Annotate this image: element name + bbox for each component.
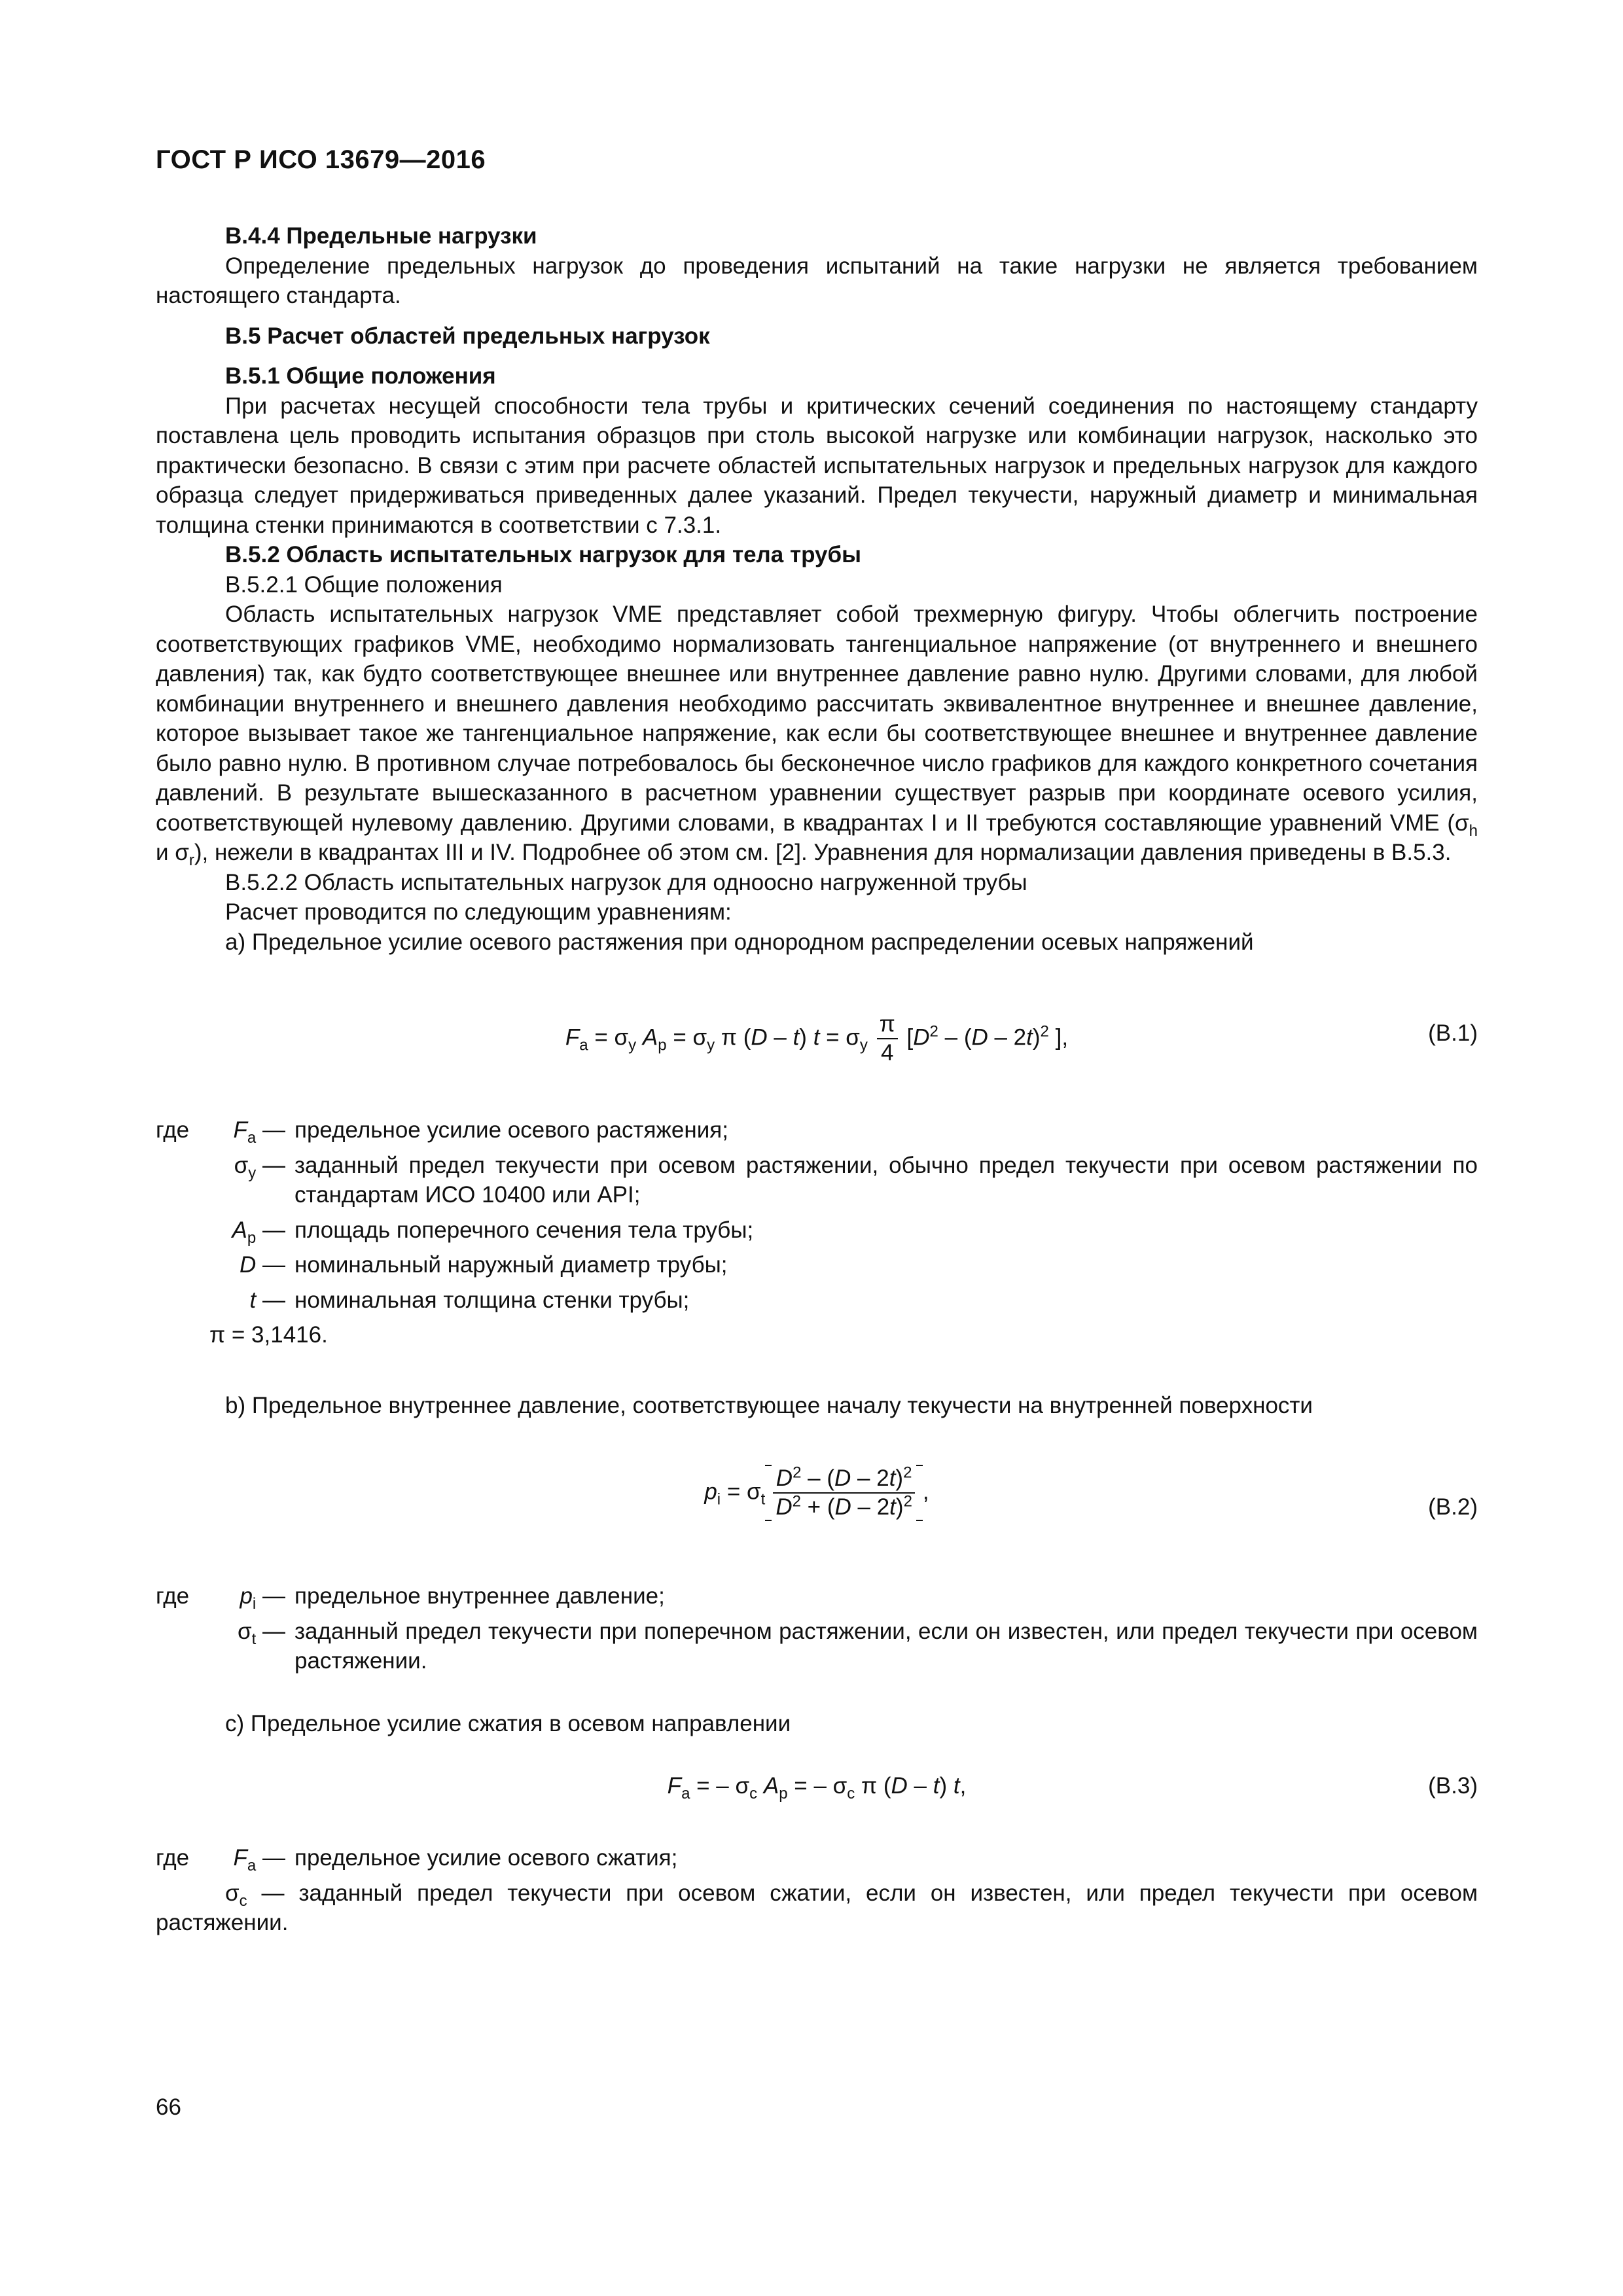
page-number: 66 xyxy=(156,2094,181,2120)
document-body xyxy=(156,221,1478,1938)
section-b522-intro: Расчет проводится по следующим уравнениям: xyxy=(225,899,732,925)
where-row: $A_p$ — площадь поперечного сечения тела трубы; xyxy=(232,1217,754,1247)
section-b44-title: B.4.4 Предельные нагрузки xyxy=(225,223,537,249)
equation-b3-number: (B.3) xyxy=(1428,1773,1478,1799)
where-row: D — номинальный наружный диаметр трубы; xyxy=(239,1252,728,1278)
where-list-2 xyxy=(156,1581,1478,1676)
section-b44-text: Определение предельных нагрузок до проведения испытаний на такие нагрузки не является требованием настоящего стандарта. xyxy=(156,253,1478,308)
where-row: где $F_a$ — предельное усилие осевого растяжения; xyxy=(156,1117,728,1147)
where-row: где $p_i$ — предельное внутреннее давление; xyxy=(156,1583,665,1613)
section-b51-title: B.5.1 Общие положения xyxy=(225,363,496,389)
equation-b3-body: $F_a$ = – $\sigma_c$ $A_p$ = – $\sigma_c$ π (D – t) t, xyxy=(667,1773,967,1803)
where-row-last: $\sigma_c$ — заданный предел текучести при осевом сжатии, если он известен, или предел текучести при осевом растяжении. xyxy=(156,1880,1478,1935)
section-b521-text: Область испытательных нагрузок VME представляет собой трехмерную фигуру. Чтобы облегчить построение соответствующих графиков VME, необходимо нормализовать тангенциальное напряжение (от внутреннего и внешнего давления) так, как будто соответствующее внешнее или внутреннее давление равно нулю. Другими словами, для любой комбинации внутреннего и внешнего давления необходимо рассчитать эквивалентное внутреннее и внешнее давление, которое вызывает такое же тангенциальное напряжение, как если бы соответствующее внешнее и внутреннее давление было равно нулю. В противном случае потребовалось бы бесконечное число графиков для каждого конкретного сочетания давлений. В результате вышесказанного в расчетном уравнении существует разрыв при координате осевого усилия, соответствующей нулевому давлению. Другими словами, в квадрантах I и II требуются составляющие уравнений VME ($\sigma_h$ и $\sigma_r$), нежели в квадрантах III и IV. Подробнее об этом см. [2]. Уравнения для нормализации давления приведены в B.5.3. xyxy=(156,601,1478,869)
item-c: c) Предельное усилие сжатия в осевом направлении xyxy=(225,1710,791,1736)
equation-b2-body: $p_i = \sigma_t$ $\frac{D^2 - (D - 2t)^2}{D^2 + (D - 2t)^2}$ , xyxy=(704,1463,929,1520)
document-header: ГОСТ Р ИСО 13679—2016 xyxy=(156,145,486,174)
equation-b3 xyxy=(156,1771,1478,1817)
where-row: где $F_a$ — предельное усилие осевого сжатия; xyxy=(156,1845,678,1874)
where-row: $\sigma_y$ — заданный предел текучести при осевом растяжении, обычно предел текучести при осевом растяжении по стандартам ИСО 10400 или API; xyxy=(234,1152,1478,1208)
section-b521-title: B.5.2.1 Общие положения xyxy=(225,571,503,598)
where-row: $\sigma_t$ — заданный предел текучести при поперечном растяжении, если он известен, или предел текучести при осевом растяжении. xyxy=(237,1618,1478,1674)
equation-b2 xyxy=(156,1458,1478,1550)
equation-b2-number: (B.2) xyxy=(1428,1494,1478,1520)
section-b52-title: B.5.2 Область испытательных нагрузок для тела трубы xyxy=(225,542,862,567)
section-b522-title: B.5.2.2 Область испытательных нагрузок для одноосно нагруженной трубы xyxy=(225,869,1027,895)
item-b: b) Предельное внутреннее давление, соответствующее началу текучести на внутренней поверхности xyxy=(225,1392,1313,1418)
item-a: a) Предельное усилие осевого растяжения при однородном распределении осевых напряжений xyxy=(225,929,1254,955)
where-row: t — номинальная толщина стенки трубы; xyxy=(249,1287,690,1313)
section-b51-text: При расчетах несущей способности тела трубы и критических сечений соединения по настоящему стандарту поставлена цель проводить испытания образцов при столь высокой нагрузке или комбинации нагрузок, насколько это практически безопасно. В связи с этим при расчете областей испытательных нагрузок и предельных нагрузок для каждого образца следует придерживаться приведенных далее указаний. Предел текучести, наружный диаметр и минимальная толщина стенки принимаются в соответствии с 7.3.1. xyxy=(156,393,1478,538)
where-row: π = 3,1416. xyxy=(209,1322,328,1348)
equation-b1-body: $F_a = \sigma_y$ $A_p = \sigma_y$ π (D – t) $t = \sigma_y$ $\frac{\pi}{4}$ [$D^2 - (D - 2t)^2$ ], xyxy=(565,1011,1069,1066)
equation-b1-number: (B.1) xyxy=(1428,1020,1478,1046)
where-list-1 xyxy=(156,1115,1478,1350)
section-b5-title: B.5 Расчет областей предельных нагрузок xyxy=(225,323,710,349)
where-list-3 xyxy=(156,1843,1478,1938)
equation-b1 xyxy=(156,1004,1478,1069)
